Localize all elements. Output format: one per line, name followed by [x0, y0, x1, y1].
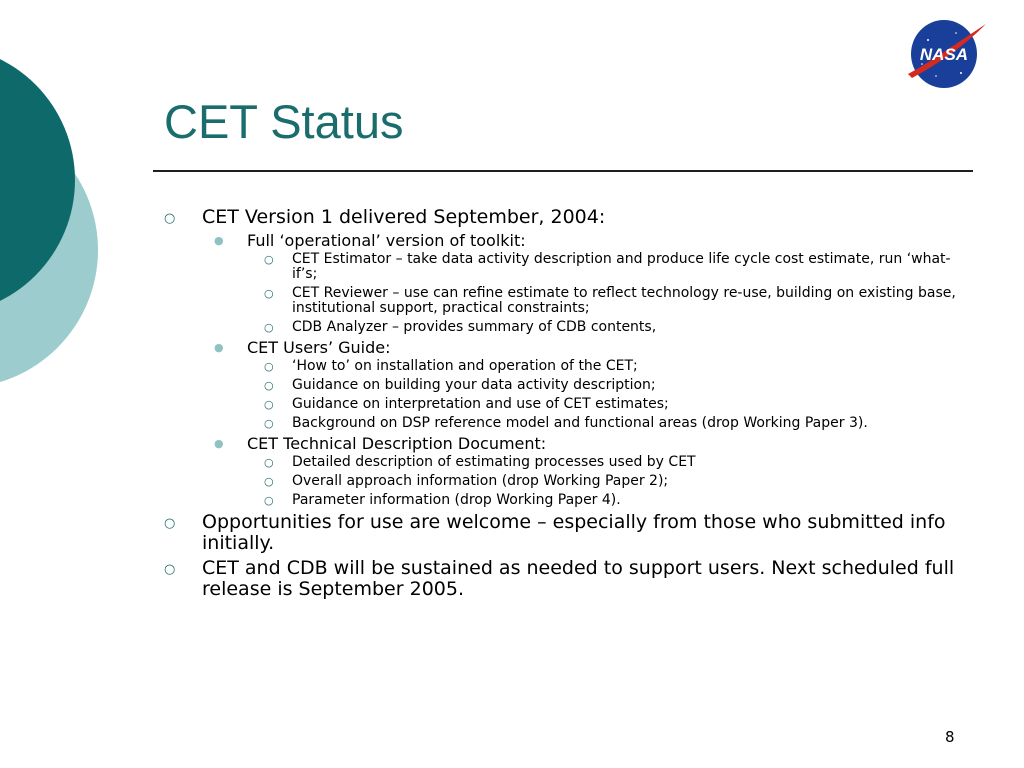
bullet-text: Opportunities for use are welcome – especially from those who submitted info initially. [202, 511, 946, 554]
bullet-level-2 [164, 232, 964, 250]
bullet-text: ‘How to’ on installation and operation of the CET; [292, 358, 638, 374]
bullet-marker-icon: ○ [164, 562, 176, 577]
bullet-level-3 [164, 455, 964, 470]
decorative-circles [0, 0, 110, 420]
bullet-level-3 [164, 286, 964, 316]
bullet-marker-icon: ○ [264, 456, 274, 469]
bullet-marker-icon: ○ [264, 398, 274, 411]
bullet-marker-icon: ○ [264, 360, 274, 373]
bullet-marker-icon: ○ [264, 494, 274, 507]
bullet-text: Detailed description of estimating processes used by CET [292, 454, 696, 470]
bullet-text: CET Users’ Guide: [247, 338, 391, 357]
nasa-logo [906, 18, 988, 90]
bullet-level-1 [164, 512, 964, 554]
bullet-text: Guidance on building your data activity description; [292, 377, 656, 393]
bullet-level-3 [164, 252, 964, 282]
bullet-marker-icon: ○ [164, 211, 176, 226]
bullet-text: Overall approach information (drop Working Paper 2); [292, 473, 669, 489]
bullet-level-3 [164, 378, 964, 393]
bullet-marker-icon: ○ [264, 253, 274, 266]
bullet-level-3 [164, 474, 964, 489]
bullet-text: CET Estimator – take data activity description and produce life cycle cost estimate, run ‘what-if’s; [292, 251, 951, 282]
bullet-text: CET Reviewer – use can refine estimate to reflect technology re-use, building on existing base, institutional support, practical constraints; [292, 285, 956, 316]
bullet-text: Background on DSP reference model and functional areas (drop Working Paper 3). [292, 415, 868, 431]
bullet-text: CET and CDB will be sustained as needed to support users. Next scheduled full release is September 2005. [202, 557, 955, 600]
slide-title: CET Status [164, 95, 404, 148]
bullet-text: Guidance on interpretation and use of CET estimates; [292, 396, 669, 412]
bullet-marker-icon: ● [214, 234, 224, 247]
bullet-marker-icon: ○ [164, 516, 176, 531]
bullet-level-1 [164, 207, 964, 228]
bullet-marker-icon: ● [214, 437, 224, 450]
bullet-level-3 [164, 493, 964, 508]
title-divider [153, 170, 973, 172]
bullet-level-3 [164, 397, 964, 412]
bullet-marker-icon: ○ [264, 417, 274, 430]
bullet-marker-icon: ○ [264, 321, 274, 334]
bullet-level-2 [164, 339, 964, 357]
bullet-level-2 [164, 435, 964, 453]
bullet-text: CET Version 1 delivered September, 2004: [202, 206, 606, 228]
bullet-marker-icon: ○ [264, 379, 274, 392]
bullet-text: CET Technical Description Document: [247, 434, 547, 453]
nasa-logo-text: NASA [919, 45, 969, 64]
bullet-level-1 [164, 558, 964, 600]
bullet-level-3 [164, 416, 964, 431]
page-number: 8 [945, 728, 955, 746]
bullet-list [164, 207, 964, 604]
bullet-text: Full ‘operational’ version of toolkit: [247, 231, 526, 250]
bullet-text: Parameter information (drop Working Paper 4). [292, 492, 621, 508]
bullet-text: CDB Analyzer – provides summary of CDB contents, [292, 319, 657, 335]
bullet-marker-icon: ● [214, 341, 224, 354]
bullet-level-3 [164, 320, 964, 335]
bullet-level-3 [164, 359, 964, 374]
bullet-marker-icon: ○ [264, 287, 274, 300]
bullet-marker-icon: ○ [264, 475, 274, 488]
